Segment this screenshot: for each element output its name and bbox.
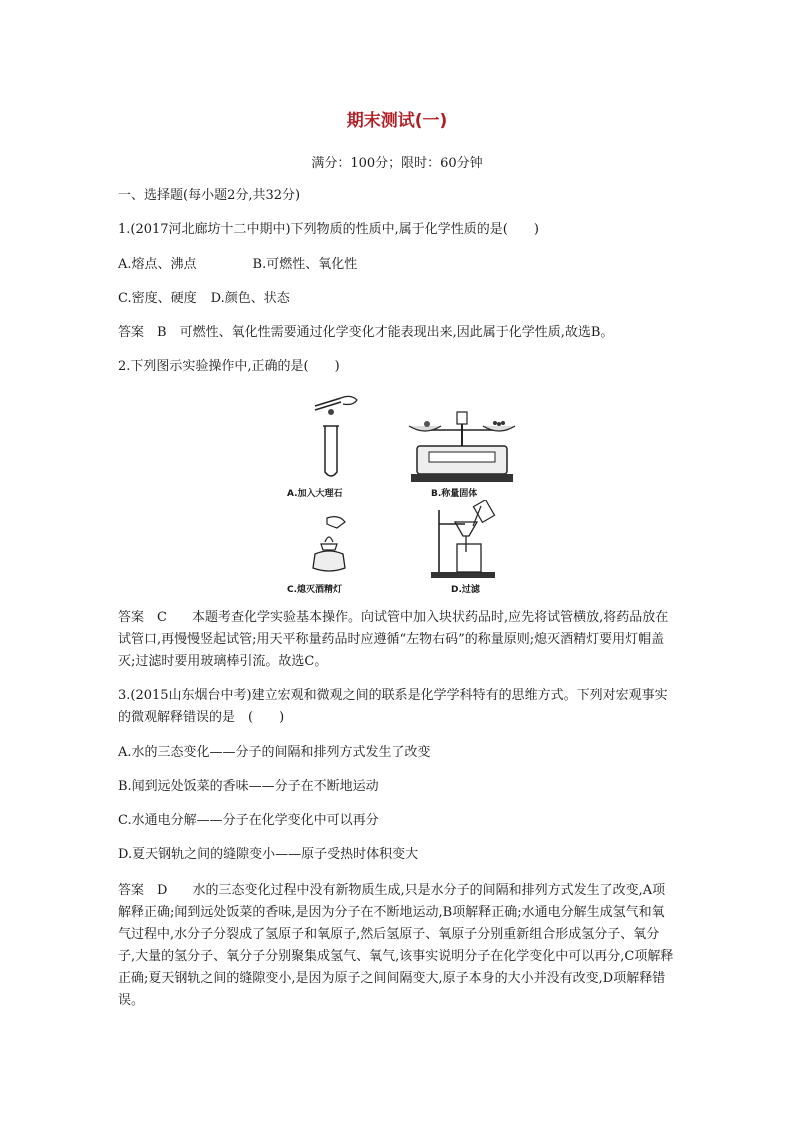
q3-answer-label: 答案 D (118, 883, 168, 898)
balance-figure (403, 410, 521, 484)
q2-figure-group (275, 388, 525, 593)
q1-option-d: D.颜色、状态 (210, 291, 290, 306)
q3-option-c: C.水通电分解——分子在化学变化中可以再分 (118, 813, 379, 828)
q2-answer (118, 607, 676, 673)
figure-label-d: D.过滤 (451, 585, 480, 595)
q1-option-b: B.可燃性、氧化性 (252, 257, 358, 272)
q2-answer-text: 本题考查化学实验基本操作。向试管中加入块状药品时,应先将试管横放,将药品放在试管口,再慢慢竖起试管;用天平称量药品时应遵循“左物右码”的称量原则;熄灭酒精灯要用灯帽盖灭;过滤时要用玻璃棒引流。故选C。 (118, 610, 669, 669)
figure-label-a: A.加入大理石 (287, 489, 343, 499)
page-title: 期末测试(一) (346, 111, 448, 131)
q3-stem: 3.(2015山东烟台中考)建立宏观和微观之间的联系是化学学科特有的思维方式。下列对宏观事实的微观解释错误的是 ( ) (118, 688, 668, 725)
q3-option-d: D.夏天钢轨之间的缝隙变小——原子受热时体积变大 (118, 847, 419, 862)
q1-option-c: C.密度、硬度 (118, 291, 197, 306)
q2-answer-label: 答案 C (118, 610, 167, 625)
q3-answer (118, 880, 676, 1012)
q1-options-row1 (118, 256, 357, 274)
q1-stem: 1.(2017河北廊坊十二中期中)下列物质的性质中,属于化学性质的是( ) (118, 222, 539, 237)
q1-answer-label: 答案 B (118, 325, 167, 340)
section-heading: 一、选择题(每小题2分,共32分) (118, 188, 301, 203)
q1-option-a: A.熔点、沸点 (118, 257, 197, 272)
figure-label-b: B.称量固体 (431, 489, 478, 499)
q3-option-a: A.水的三态变化——分子的间隔和排列方式发生了改变 (118, 745, 431, 760)
q2-stem: 2.下列图示实验操作中,正确的是( ) (118, 359, 340, 374)
q1-answer-text: 可燃性、氧化性需要通过化学变化才能表现出来,因此属于化学性质,故选B。 (179, 325, 614, 340)
score-time-info: 满分：100分；限时：60分钟 (311, 156, 483, 171)
filtration-figure (425, 500, 505, 580)
q3-answer-text: 水的三态变化过程中没有新物质生成,只是水分子的间隔和排列方式发生了改变,A项解释正确;闻到远处饭菜的香味,是因为分子在不断地运动,B项解释正确;水通电分解生成氢气和氧气过程中,水分子分裂成了氢原子和氧原子,然后氢原子、氧原子分别重新组合形成氢分子、氧分子,大量的氢分子、氧分子分别聚集成氢气、氧气,该事实说明分子在化学变化中可以再分,C项解释正确;夏天钢轨之间的缝隙变小,是因为原子之间间隔变大,原子本身的大小并没有改变,D项解释错误。 (118, 883, 674, 1008)
q1-answer (118, 324, 613, 342)
q1-options-row2 (118, 290, 290, 308)
figure-label-c: C.熄灭酒精灯 (287, 585, 343, 595)
q3-option-b: B.闻到远处饭菜的香味——分子在不断地运动 (118, 779, 379, 794)
alcohol-lamp-figure (299, 514, 365, 576)
test-tube-figure (293, 388, 373, 480)
